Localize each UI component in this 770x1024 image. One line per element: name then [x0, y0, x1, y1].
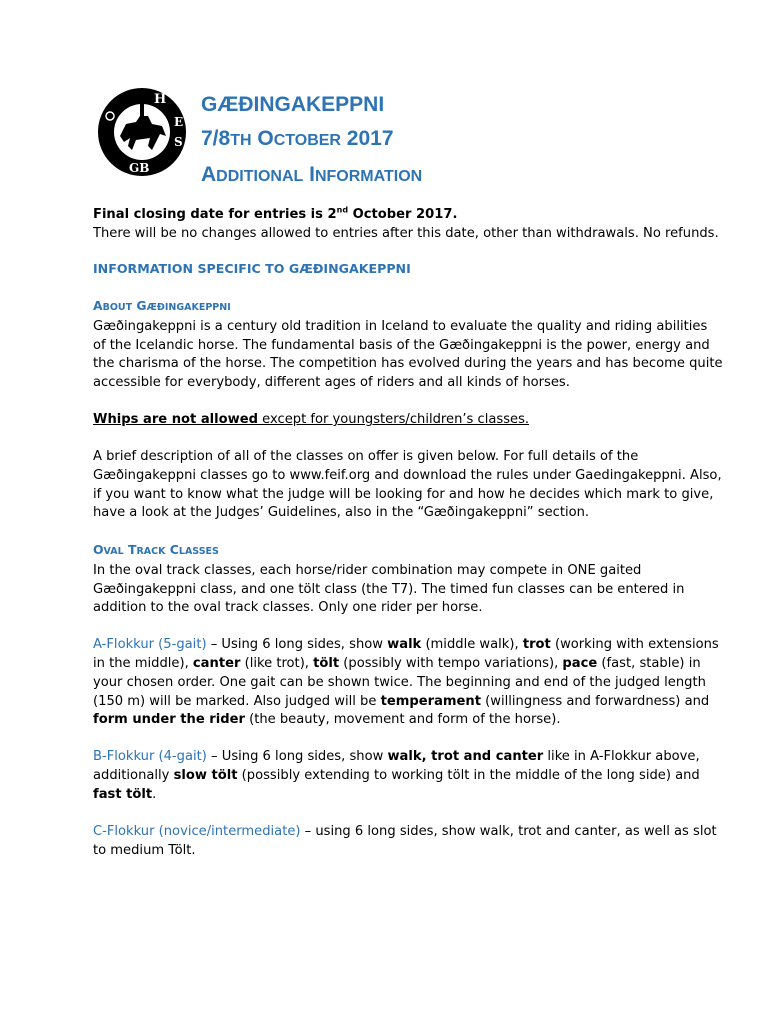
c-flokkur-paragraph: C-Flokkur (novice/intermediate) – using 6 long sides, show walk, trot and canter, as well as slot to medium Tölt. [93, 824, 717, 858]
b-flokkur-label: B-Flokkur (4-gait) [93, 749, 207, 765]
document-title [201, 88, 422, 194]
closing-date: Final closing date for entries is 2nd October 2017. [93, 205, 458, 222]
section-heading: INFORMATION SPECIFIC TO GÆÐINGAKEPPNI [93, 261, 411, 277]
logo-letters-gb: GB [129, 161, 150, 175]
about-paragraph: Gæðingakeppni is a century old tradition in Iceland to evaluate the quality and riding abilities of the Icelandic horse. The fundamental basis of the Gæðingakeppni is the power, energy and the charisma of the horse. The competition has evolved during the years and has become quite accessible for everybody, different ages of riders and all kinds of horses. [93, 318, 723, 390]
logo-letter-h: H [154, 92, 167, 107]
oval-heading: OVAL TRACK CLASSES [93, 542, 219, 558]
closing-note: There will be no changes allowed to entries after this date, other than withdrawals. No refunds. [93, 225, 719, 241]
ihs-gb-logo [96, 86, 188, 178]
about-heading: ABOUT GÆÐINGAKEPPNI [93, 298, 231, 314]
a-flokkur-paragraph: A-Flokkur (5-gait) – Using 6 long sides, show walk (middle walk), trot (working with extensions in the middle), canter (like trot), tölt (possibly with tempo variations), pace (fast, stable) in your chosen order. One gait can be shown twice. The beginning and end of the judged length (150 m) will be marked. Also judged will be temperament (willingness and forwardness) and form under the rider (the beauty, movement and form of the horse). [93, 637, 719, 728]
b-flokkur-paragraph: B-Flokkur (4-gait) – Using 6 long sides, show walk, trot and canter like in A-Flokkur above, additionally slow tölt (possibly extending to working tölt in the middle of the long side) and fast tölt. [93, 749, 700, 802]
logo-letter-s: S [174, 135, 183, 149]
document-body [93, 206, 723, 860]
title-line-3: ADDITIONAL INFORMATION [201, 163, 423, 186]
oval-paragraph: In the oval track classes, each horse/rider combination may compete in ONE gaited Gæðingakeppni class, and one tölt class (the T7). The timed fun classes can be entered in addition to the oval track classes. Only one rider per horse. [93, 562, 685, 616]
a-flokkur-label: A-Flokkur (5-gait) [93, 637, 207, 653]
title-line-1: GÆÐINGAKEPPNI [201, 93, 385, 116]
c-flokkur-label: C-Flokkur (novice/intermediate) [93, 824, 301, 840]
classes-description: A brief description of all of the classes on offer is given below. For full details of the Gæðingakeppni classes go to www.feif.org and download the rules under Gaedingakeppni. Also, if you want to know what the judge will be looking for and how he decides which mark to give, have a look at the Judges’ Guidelines, also in the “Gæðingakeppni” section. [93, 449, 722, 521]
whips-note: Whips are not allowed except for youngsters/children’s classes. [93, 412, 530, 428]
title-line-2: 7/8TH OCTOBER 2017 [201, 127, 394, 150]
logo-letter-e: E [174, 115, 184, 129]
